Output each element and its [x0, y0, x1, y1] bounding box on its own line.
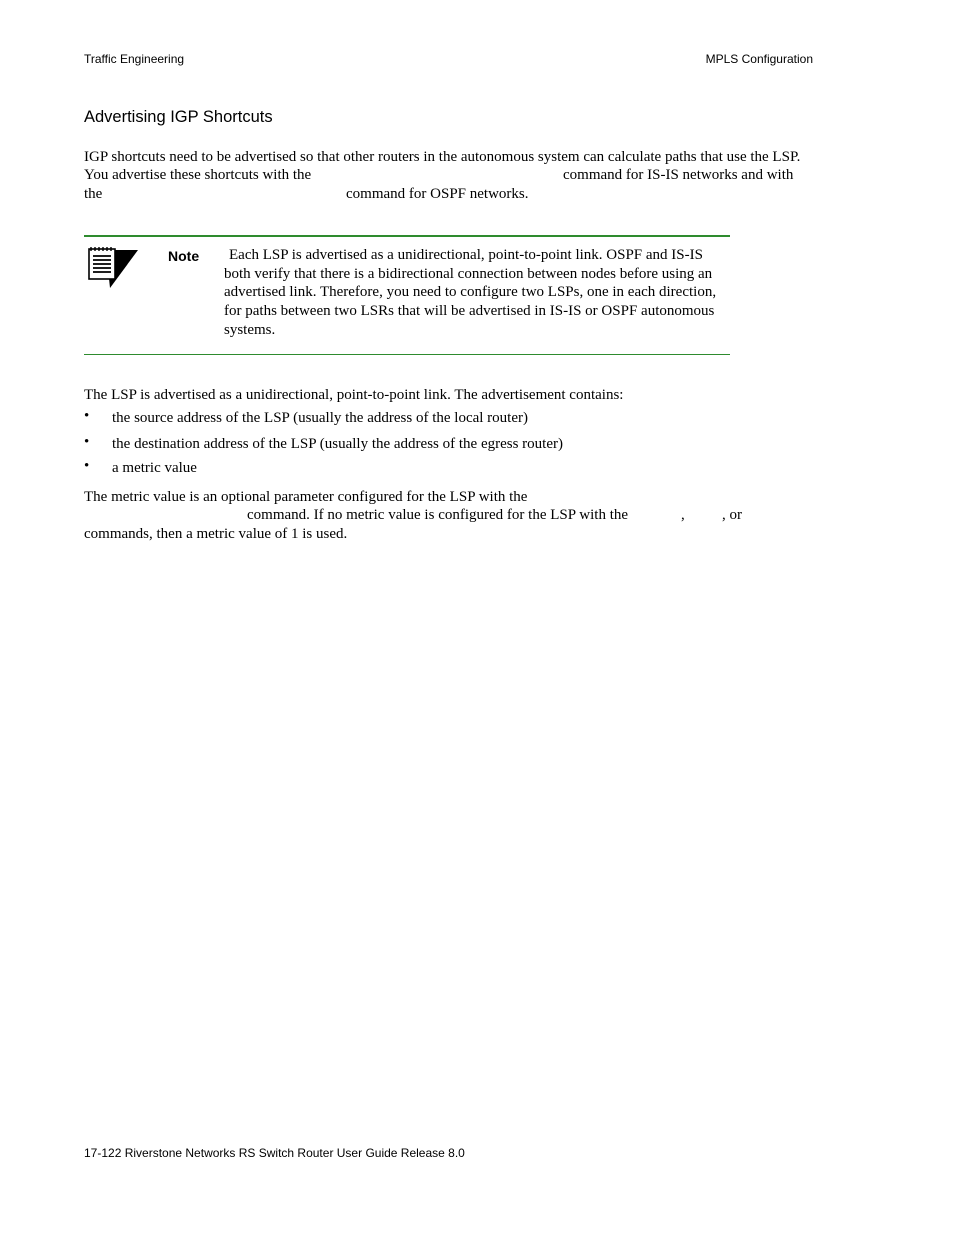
metric-line-2b: ,: [681, 507, 685, 523]
list-item: the source address of the LSP (usually the address of the local router): [112, 410, 528, 426]
bullet-dot: •: [84, 434, 90, 450]
intro-line-2b: command for IS-IS networks and with: [563, 167, 794, 183]
section-title: Advertising IGP Shortcuts: [84, 108, 273, 126]
list-item: the destination address of the LSP (usually the address of the egress router): [112, 436, 563, 452]
advertisement-paragraph: The LSP is advertised as a unidirectional, point-to-point link. The advertisement contains:: [84, 387, 624, 403]
note-bottom-rule: [84, 354, 730, 355]
list-item: a metric value: [112, 460, 197, 476]
intro-line-1: IGP shortcuts need to be advertised so that other routers in the autonomous system can calculate paths that use the LSP.: [84, 149, 801, 165]
page-footer: 17-122 Riverstone Networks RS Switch Router User Guide Release 8.0: [84, 1146, 465, 1160]
metric-line-2a: command. If no metric value is configured for the LSP with the: [247, 507, 629, 523]
metric-line-2c: , or: [722, 507, 742, 523]
running-header-right: MPLS Configuration: [705, 52, 813, 66]
intro-line-2a: You advertise these shortcuts with the: [84, 167, 312, 183]
bullet-dot: •: [84, 408, 90, 424]
note-pad-icon: [86, 246, 140, 290]
running-header-left: Traffic Engineering: [84, 52, 185, 66]
note-line-1: Each LSP is advertised as a unidirectional, point-to-point link. OSPF and IS-IS: [229, 247, 703, 263]
note-line-3: advertised link. Therefore, you need to configure two LSPs, one in each direction,: [224, 284, 717, 300]
note-top-rule: [84, 235, 730, 237]
note-line-4: for paths between two LSRs that will be advertised in IS-IS or OSPF autonomous: [224, 303, 715, 319]
note-line-5: systems.: [224, 322, 276, 338]
bullet-dot: •: [84, 458, 90, 474]
note-label: Note: [168, 248, 200, 264]
metric-line-1: The metric value is an optional parameter configured for the LSP with the: [84, 489, 528, 505]
intro-line-3b: command for OSPF networks.: [346, 186, 529, 202]
intro-line-3a: the: [84, 186, 103, 202]
note-line-2: both verify that there is a bidirectional connection between nodes before using an: [224, 266, 713, 282]
metric-line-3: commands, then a metric value of 1 is used.: [84, 526, 348, 542]
